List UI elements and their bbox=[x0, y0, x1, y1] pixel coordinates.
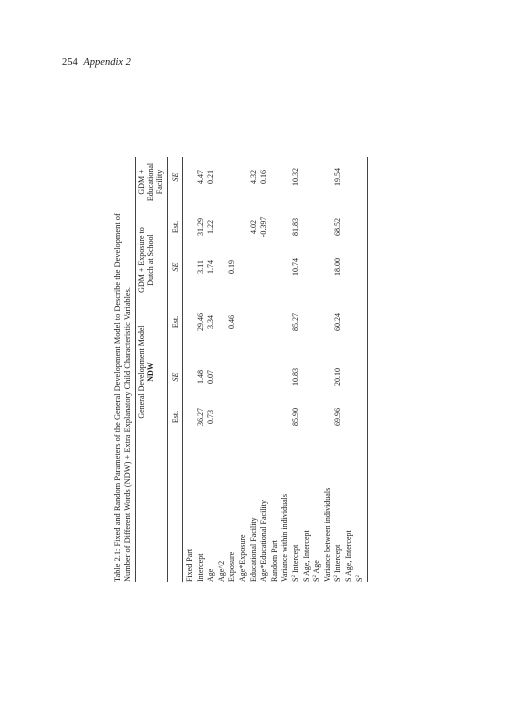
row-label: S Age, Intercept bbox=[301, 530, 311, 582]
table-cell: 18.00 bbox=[333, 258, 343, 276]
table-cell: 4.47 bbox=[195, 170, 205, 184]
row-label: Variance within individuals bbox=[280, 494, 290, 582]
row-label: Educational Facility bbox=[248, 517, 258, 582]
table-cell: 31.29 bbox=[195, 218, 205, 236]
table-cell: 0.46 bbox=[227, 315, 237, 329]
table-cell: 1.74 bbox=[206, 260, 216, 274]
header-exposure-line-2: Dutch at School bbox=[146, 234, 155, 286]
subheader-se: SE bbox=[171, 262, 180, 272]
subheader-est: Est. bbox=[171, 315, 180, 329]
row-label: Exposure bbox=[227, 551, 237, 582]
table-cell: 1.48 bbox=[195, 370, 205, 384]
table-cell: 0.21 bbox=[206, 170, 216, 184]
table-cell: 10.74 bbox=[291, 258, 300, 276]
table-cell: 20.10 bbox=[333, 368, 343, 386]
table-cell: 0.73 bbox=[206, 410, 216, 424]
row-label: Random Part bbox=[269, 540, 279, 582]
header-exposure-line-1: GDM + Exposure to bbox=[137, 227, 146, 293]
row-label: $S^2$ Intercept bbox=[333, 544, 343, 582]
header-facility-line-3: Facility bbox=[155, 169, 164, 195]
bottom-rule bbox=[367, 157, 368, 582]
row-label: $S^2$ bbox=[354, 575, 364, 582]
table-cell: 29.46 bbox=[195, 313, 205, 331]
table-cell: 0.07 bbox=[206, 370, 216, 384]
row-label: Age bbox=[206, 568, 216, 582]
table-cell: 0.19 bbox=[227, 260, 237, 274]
subheader-est: Est. bbox=[171, 410, 180, 424]
table-cell: 4.02 bbox=[248, 220, 258, 234]
subheader-se: SE bbox=[171, 372, 180, 382]
table-cell: 60.24 bbox=[333, 313, 343, 331]
table-caption-line-2: Number of Different Words (NDW) + Extra Explanatory Child Characteristic Variables. bbox=[123, 287, 132, 582]
row-label: $S^2$ Intercept bbox=[291, 544, 300, 582]
header-gdm-line-1: General Development Model bbox=[137, 325, 146, 419]
table-cell: 68.52 bbox=[333, 218, 343, 236]
row-label: $S^2$ Age bbox=[312, 560, 322, 582]
table-cell: 85.27 bbox=[291, 313, 300, 331]
header-facility-line-1: GDM + bbox=[137, 169, 146, 195]
subheader-est: Est. bbox=[171, 220, 180, 234]
row-label: S Age, Intercept bbox=[344, 530, 353, 582]
subheader-se: SE bbox=[171, 172, 180, 182]
table-cell: -0.397 bbox=[259, 216, 269, 238]
table-cell: 10.83 bbox=[291, 368, 300, 386]
table-caption-line-1: Table 2.1: Fixed and Random Parameters of the General Development Model to Describe the Development of bbox=[113, 213, 122, 582]
header-rule bbox=[167, 157, 168, 582]
header-gdm-line-2: NDW bbox=[146, 362, 155, 382]
table-cell: 10.32 bbox=[291, 168, 300, 186]
table-cell: 3.11 bbox=[195, 260, 205, 274]
table-cell: 19.54 bbox=[333, 168, 343, 186]
subheader-rule bbox=[182, 157, 183, 582]
table-cell: 4.32 bbox=[248, 170, 258, 184]
row-label: Age*Educational Facility bbox=[259, 500, 269, 582]
row-label: Age^2 bbox=[216, 560, 226, 582]
row-label: Age*Exposure bbox=[238, 534, 247, 582]
table-cell: 0.16 bbox=[259, 170, 269, 184]
table-cell: 1.22 bbox=[206, 220, 216, 234]
page-header bbox=[62, 57, 131, 68]
running-title: Appendix 2 bbox=[83, 57, 131, 68]
top-rule bbox=[135, 157, 136, 582]
row-label: Fixed Part bbox=[185, 548, 194, 582]
table-cell: 36.27 bbox=[195, 408, 205, 426]
page-number: 254 bbox=[62, 57, 78, 68]
header-facility-line-2: Educational bbox=[146, 162, 155, 202]
row-label: Variance between individuals bbox=[322, 487, 332, 582]
row-label: Intercept bbox=[195, 553, 205, 582]
table-cell: 69.96 bbox=[333, 408, 343, 426]
rotated-table bbox=[114, 157, 370, 582]
table-cell: 3.34 bbox=[206, 315, 216, 329]
table-cell: 81.83 bbox=[291, 218, 300, 236]
table-cell: 85.90 bbox=[291, 408, 300, 426]
